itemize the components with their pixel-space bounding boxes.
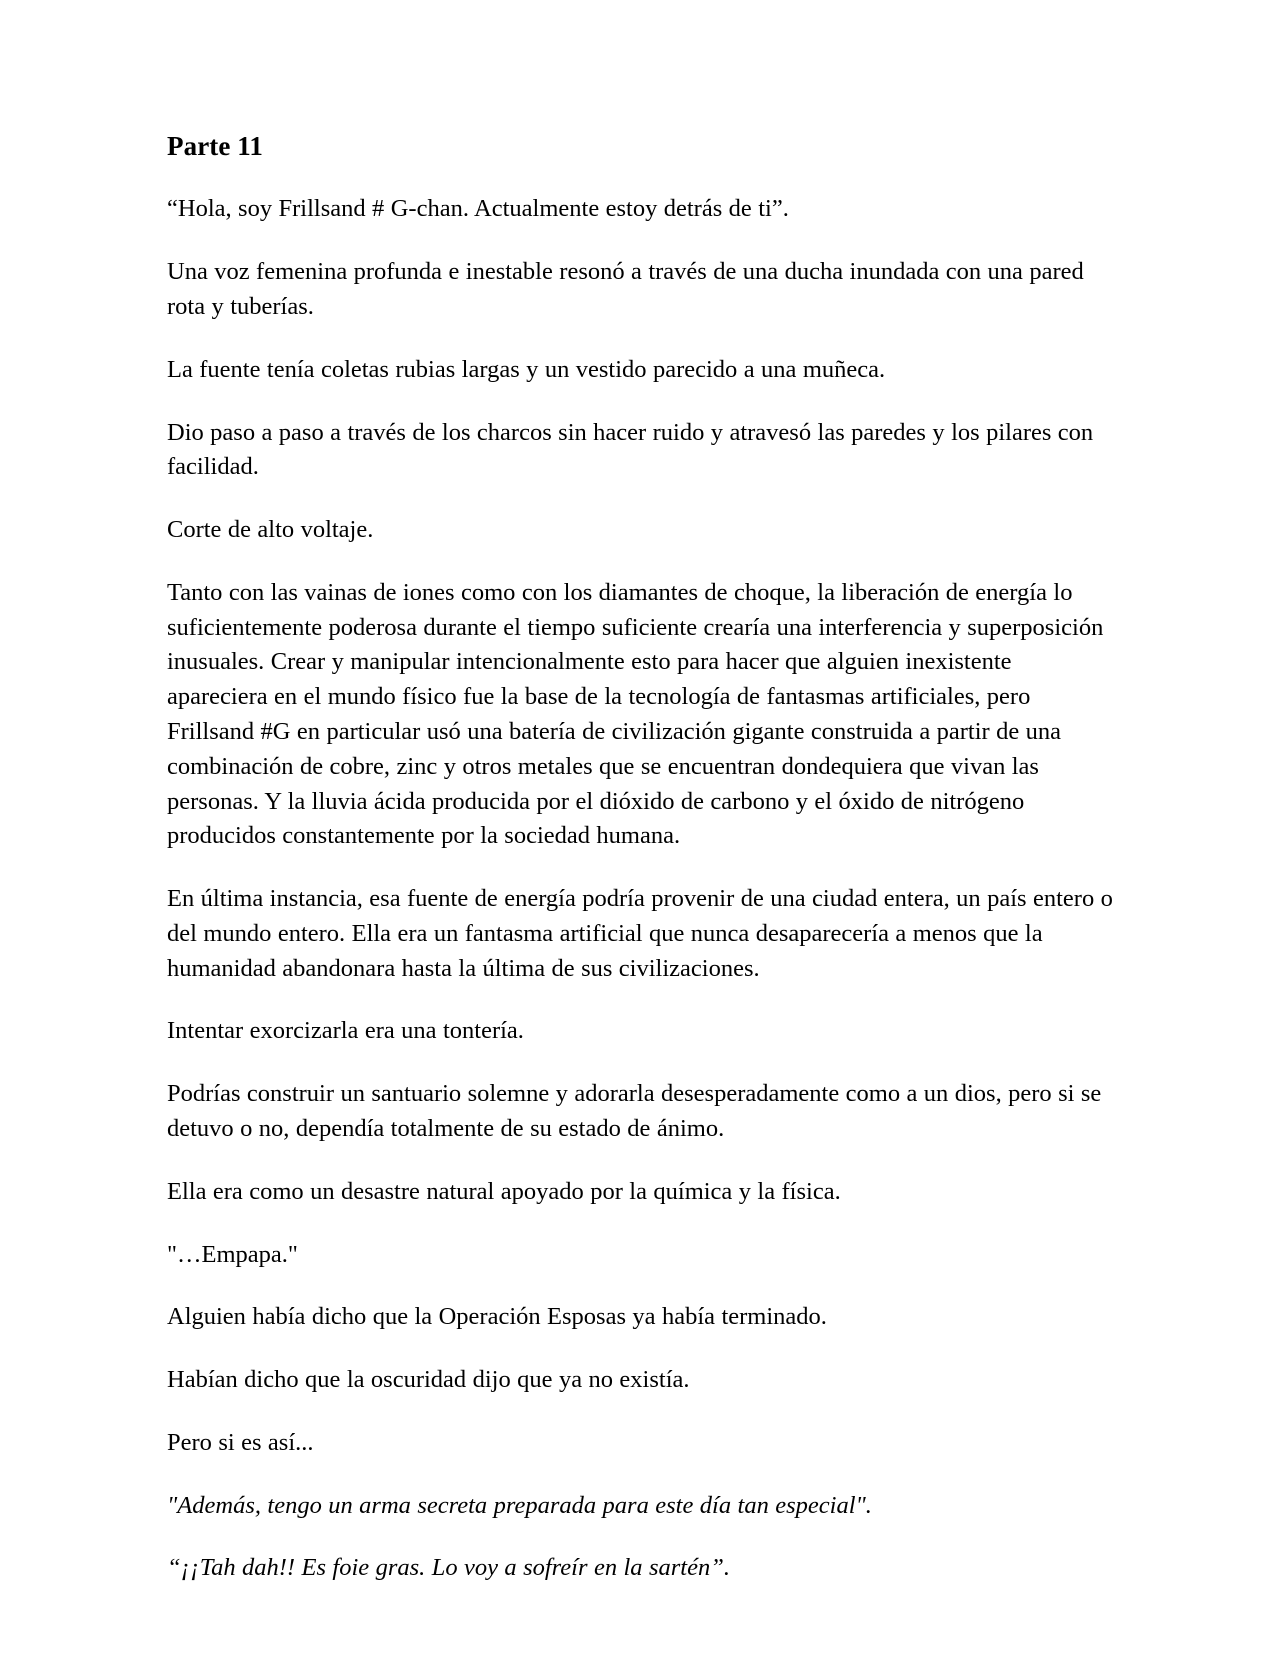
paragraph: "…Empapa."	[167, 1240, 298, 1268]
paragraph: Tanto con las vainas de iones como con los diamantes de choque, la liberación de energía lo suficientemente poderosa durante el tiempo suficiente crearía una interferencia y superposición inusuales. Crear y manipular intencionalmente esto para hacer que alguien inexistente apareciera en el mundo físico fue la base de la tecnología de fantasmas artificiales, pero Frillsand #G en particular usó una batería de civilización gigante construida a partir de una combinación de cobre, zinc y otros metales que se encuentran dondequiera que vivan las personas. Y la lluvia ácida producida por el dióxido de carbono y el óxido de nitrógeno producidos constantemente por la sociedad humana.	[167, 578, 1104, 850]
paragraph: Alguien había dicho que la Operación Esposas ya había terminado.	[167, 1303, 827, 1331]
paragraph: Corte de alto voltaje.	[167, 516, 374, 544]
paragraph: Ella era como un desastre natural apoyado por la química y la física.	[167, 1177, 841, 1205]
paragraph: Dio paso a paso a través de los charcos sin hacer ruido y atravesó las paredes y los pilares con facilidad.	[167, 418, 1094, 481]
page-title: Parte 11	[167, 131, 264, 161]
paragraph: “¡¡Tah dah!! Es foie gras. Lo voy a sofreír en la sartén”.	[167, 1554, 730, 1582]
document-body	[167, 192, 1115, 1586]
paragraph: "Además, tengo un arma secreta preparada para este día tan especial".	[167, 1491, 872, 1519]
paragraph: Pero si es así...	[167, 1428, 314, 1456]
paragraph: Podrías construir un santuario solemne y adorarla desesperadamente como a un dios, pero si se detuvo o no, dependía totalmente de su estado de ánimo.	[167, 1080, 1102, 1143]
paragraph: Intentar exorcizarla era una tontería.	[167, 1017, 524, 1045]
paragraph: “Hola, soy Frillsand # G-chan. Actualmente estoy detrás de ti”.	[167, 195, 789, 223]
paragraph: Habían dicho que la oscuridad dijo que ya no existía.	[167, 1366, 690, 1394]
paragraph: La fuente tenía coletas rubias largas y un vestido parecido a una muñeca.	[167, 355, 886, 383]
paragraph: Una voz femenina profunda e inestable resonó a través de una ducha inundada con una pared rota y tuberías.	[167, 258, 1084, 320]
paragraph: En última instancia, esa fuente de energía podría provenir de una ciudad entera, un país entero o del mundo entero. Ella era un fantasma artificial que nunca desaparecería a menos que la humanidad abandonara hasta la última de sus civilizaciones.	[167, 885, 1113, 982]
